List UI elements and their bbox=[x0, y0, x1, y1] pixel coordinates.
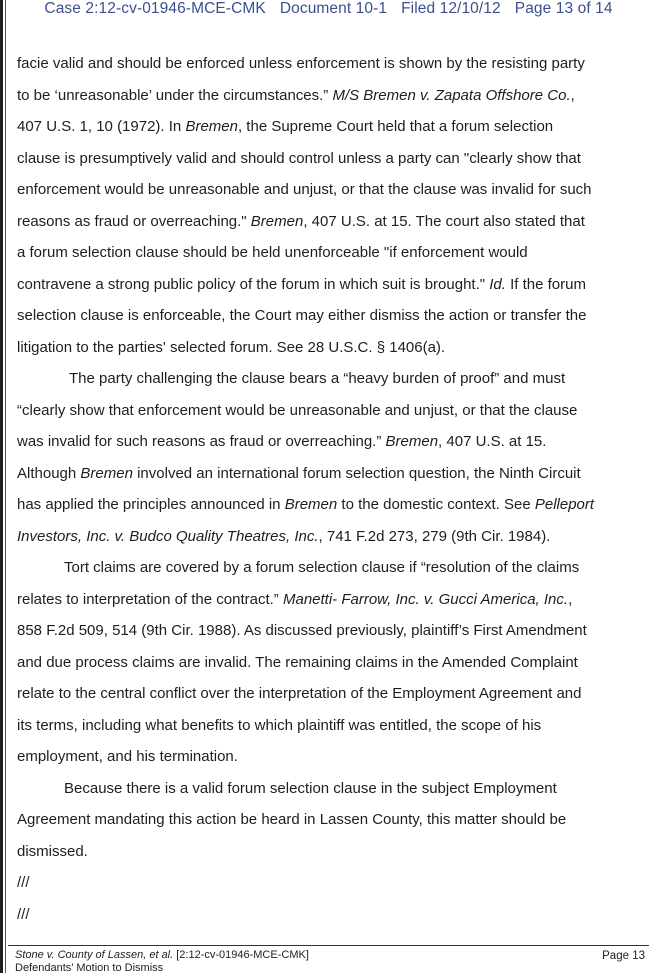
text-line bbox=[17, 300, 645, 332]
text: Agreement mandating this action be heard in Lassen County, this matter should be bbox=[17, 811, 567, 828]
case-citation: Bremen bbox=[284, 496, 338, 513]
text-line bbox=[17, 741, 645, 773]
text: , the Supreme Court held that a forum selection bbox=[237, 118, 554, 135]
text: enforcement would be unreasonable and unjust, or that the clause was invalid for such bbox=[17, 181, 592, 198]
text: dismissed. bbox=[17, 842, 88, 860]
text: The party challenging the clause bears a “heavy burden of proof” and must bbox=[69, 370, 566, 387]
case-citation: Bremen bbox=[80, 464, 133, 482]
text-line bbox=[17, 836, 645, 868]
footer-document-title: Defendants’ Motion to Dismiss bbox=[15, 962, 164, 974]
text-line bbox=[17, 584, 645, 616]
text: employment, and his termination. bbox=[17, 748, 238, 765]
text: If the forum bbox=[505, 275, 586, 293]
text: selection clause is enforceable, the Court may either dismiss the action or transfer the bbox=[17, 307, 587, 324]
text-line bbox=[17, 332, 645, 364]
text-line bbox=[17, 80, 645, 112]
text-line bbox=[17, 426, 645, 458]
text: , bbox=[568, 590, 573, 608]
text-line bbox=[17, 174, 645, 206]
case-citation: Bremen bbox=[250, 212, 304, 230]
text-line bbox=[17, 395, 645, 427]
text: relate to the central conflict over the interpretation of the Employment Agreement and bbox=[17, 685, 582, 702]
footer-page-number: Page 13 bbox=[602, 950, 645, 962]
text: Although bbox=[17, 464, 81, 482]
text-line bbox=[17, 552, 645, 584]
case-citation: M/S Bremen v. Zapata Offshore Co. bbox=[332, 86, 571, 104]
text-line bbox=[17, 521, 645, 553]
footer-case-number: [2:12-cv-01946-MCE-CMK] bbox=[173, 949, 309, 961]
text: , bbox=[570, 86, 575, 104]
text: Because there is a valid forum selection clause in the subject Employment bbox=[64, 779, 557, 797]
continuation-mark: /// bbox=[17, 874, 30, 891]
header-document-number: Document 10-1 bbox=[279, 0, 388, 17]
text: , 741 F.2d 273, 279 (9th Cir. 1984). bbox=[318, 527, 551, 545]
header-page-number: Page 13 of 14 bbox=[514, 0, 613, 17]
text: and due process claims are invalid. The remaining claims in the Amended Complaint bbox=[17, 653, 578, 671]
text: facie valid and should be enforced unless enforcement is shown by the resisting party bbox=[17, 55, 585, 72]
ecf-header bbox=[0, 0, 657, 22]
text-line bbox=[17, 678, 645, 710]
text: contravene a strong public policy of the forum in which suit is brought." bbox=[17, 275, 490, 293]
text: Tort claims are covered by a forum selection clause if “resolution of the claims bbox=[64, 559, 580, 576]
text: , 407 U.S. at 15. bbox=[438, 433, 547, 450]
text-line bbox=[17, 615, 645, 647]
footer-case-name: Stone v. County of Lassen, et al. bbox=[15, 949, 174, 961]
text-line bbox=[17, 363, 645, 395]
footer-divider bbox=[8, 945, 649, 946]
text-line bbox=[17, 489, 645, 521]
text: its terms, including what benefits to which plaintiff was entitled, the scope of his bbox=[17, 716, 542, 734]
footer-caption bbox=[15, 949, 309, 975]
text: has applied the principles announced in bbox=[17, 496, 285, 513]
footer-case-caption bbox=[15, 949, 309, 962]
text-line bbox=[17, 143, 645, 175]
text: clause is presumptively valid and should control unless a party can "clearly show that bbox=[17, 149, 581, 167]
header-case-number: Case 2:12-cv-01946-MCE-CMK bbox=[44, 0, 266, 17]
text: litigation to the parties' selected forum. See 28 U.S.C. § 1406(a). bbox=[17, 338, 446, 356]
continuation-mark: /// bbox=[17, 905, 30, 923]
text-line bbox=[17, 804, 645, 836]
text: a forum selection clause should be held unenforceable "if enforcement would bbox=[17, 244, 528, 261]
text: reasons as fraud or overreaching." bbox=[17, 212, 251, 230]
text: , 407 U.S. at 15. The court also stated that bbox=[303, 212, 585, 230]
text: relates to interpretation of the contract.” bbox=[17, 590, 283, 608]
text-line bbox=[17, 237, 645, 269]
text-line bbox=[17, 48, 645, 80]
document-body bbox=[17, 48, 645, 930]
text-line bbox=[17, 647, 645, 679]
text-line bbox=[17, 710, 645, 742]
case-citation: Bremen bbox=[385, 433, 439, 450]
text-line bbox=[17, 773, 645, 805]
text-line bbox=[17, 458, 645, 490]
case-citation: Id. bbox=[489, 275, 506, 293]
text: was invalid for such reasons as fraud or overreaching.” bbox=[17, 433, 386, 450]
left-margin-border-inner bbox=[5, 0, 6, 973]
text-line bbox=[17, 111, 645, 143]
case-citation: Pelleport bbox=[534, 496, 595, 513]
text: 407 U.S. 1, 10 (1972). In bbox=[17, 118, 186, 135]
left-margin-border bbox=[0, 0, 3, 973]
case-citation: Investors, Inc. v. Budco Quality Theatres, Inc. bbox=[17, 527, 319, 545]
text: “clearly show that enforcement would be unreasonable and unjust, or that the clause bbox=[17, 401, 578, 419]
header-filed-date: Filed 12/10/12 bbox=[401, 0, 501, 17]
case-citation: Manetti- Farrow, Inc. v. Gucci America, Inc. bbox=[282, 590, 569, 608]
text: involved an international forum selection question, the Ninth Circuit bbox=[132, 464, 581, 482]
text-line bbox=[17, 206, 645, 238]
text: to be ‘unreasonable’ under the circumstances.” bbox=[17, 86, 333, 104]
text: to the domestic context. See bbox=[337, 496, 535, 513]
case-citation: Bremen bbox=[185, 118, 238, 135]
text: 858 F.2d 509, 514 (9th Cir. 1988). As discussed previously, plaintiff’s First Amendment bbox=[17, 622, 587, 639]
text-line bbox=[17, 269, 645, 301]
